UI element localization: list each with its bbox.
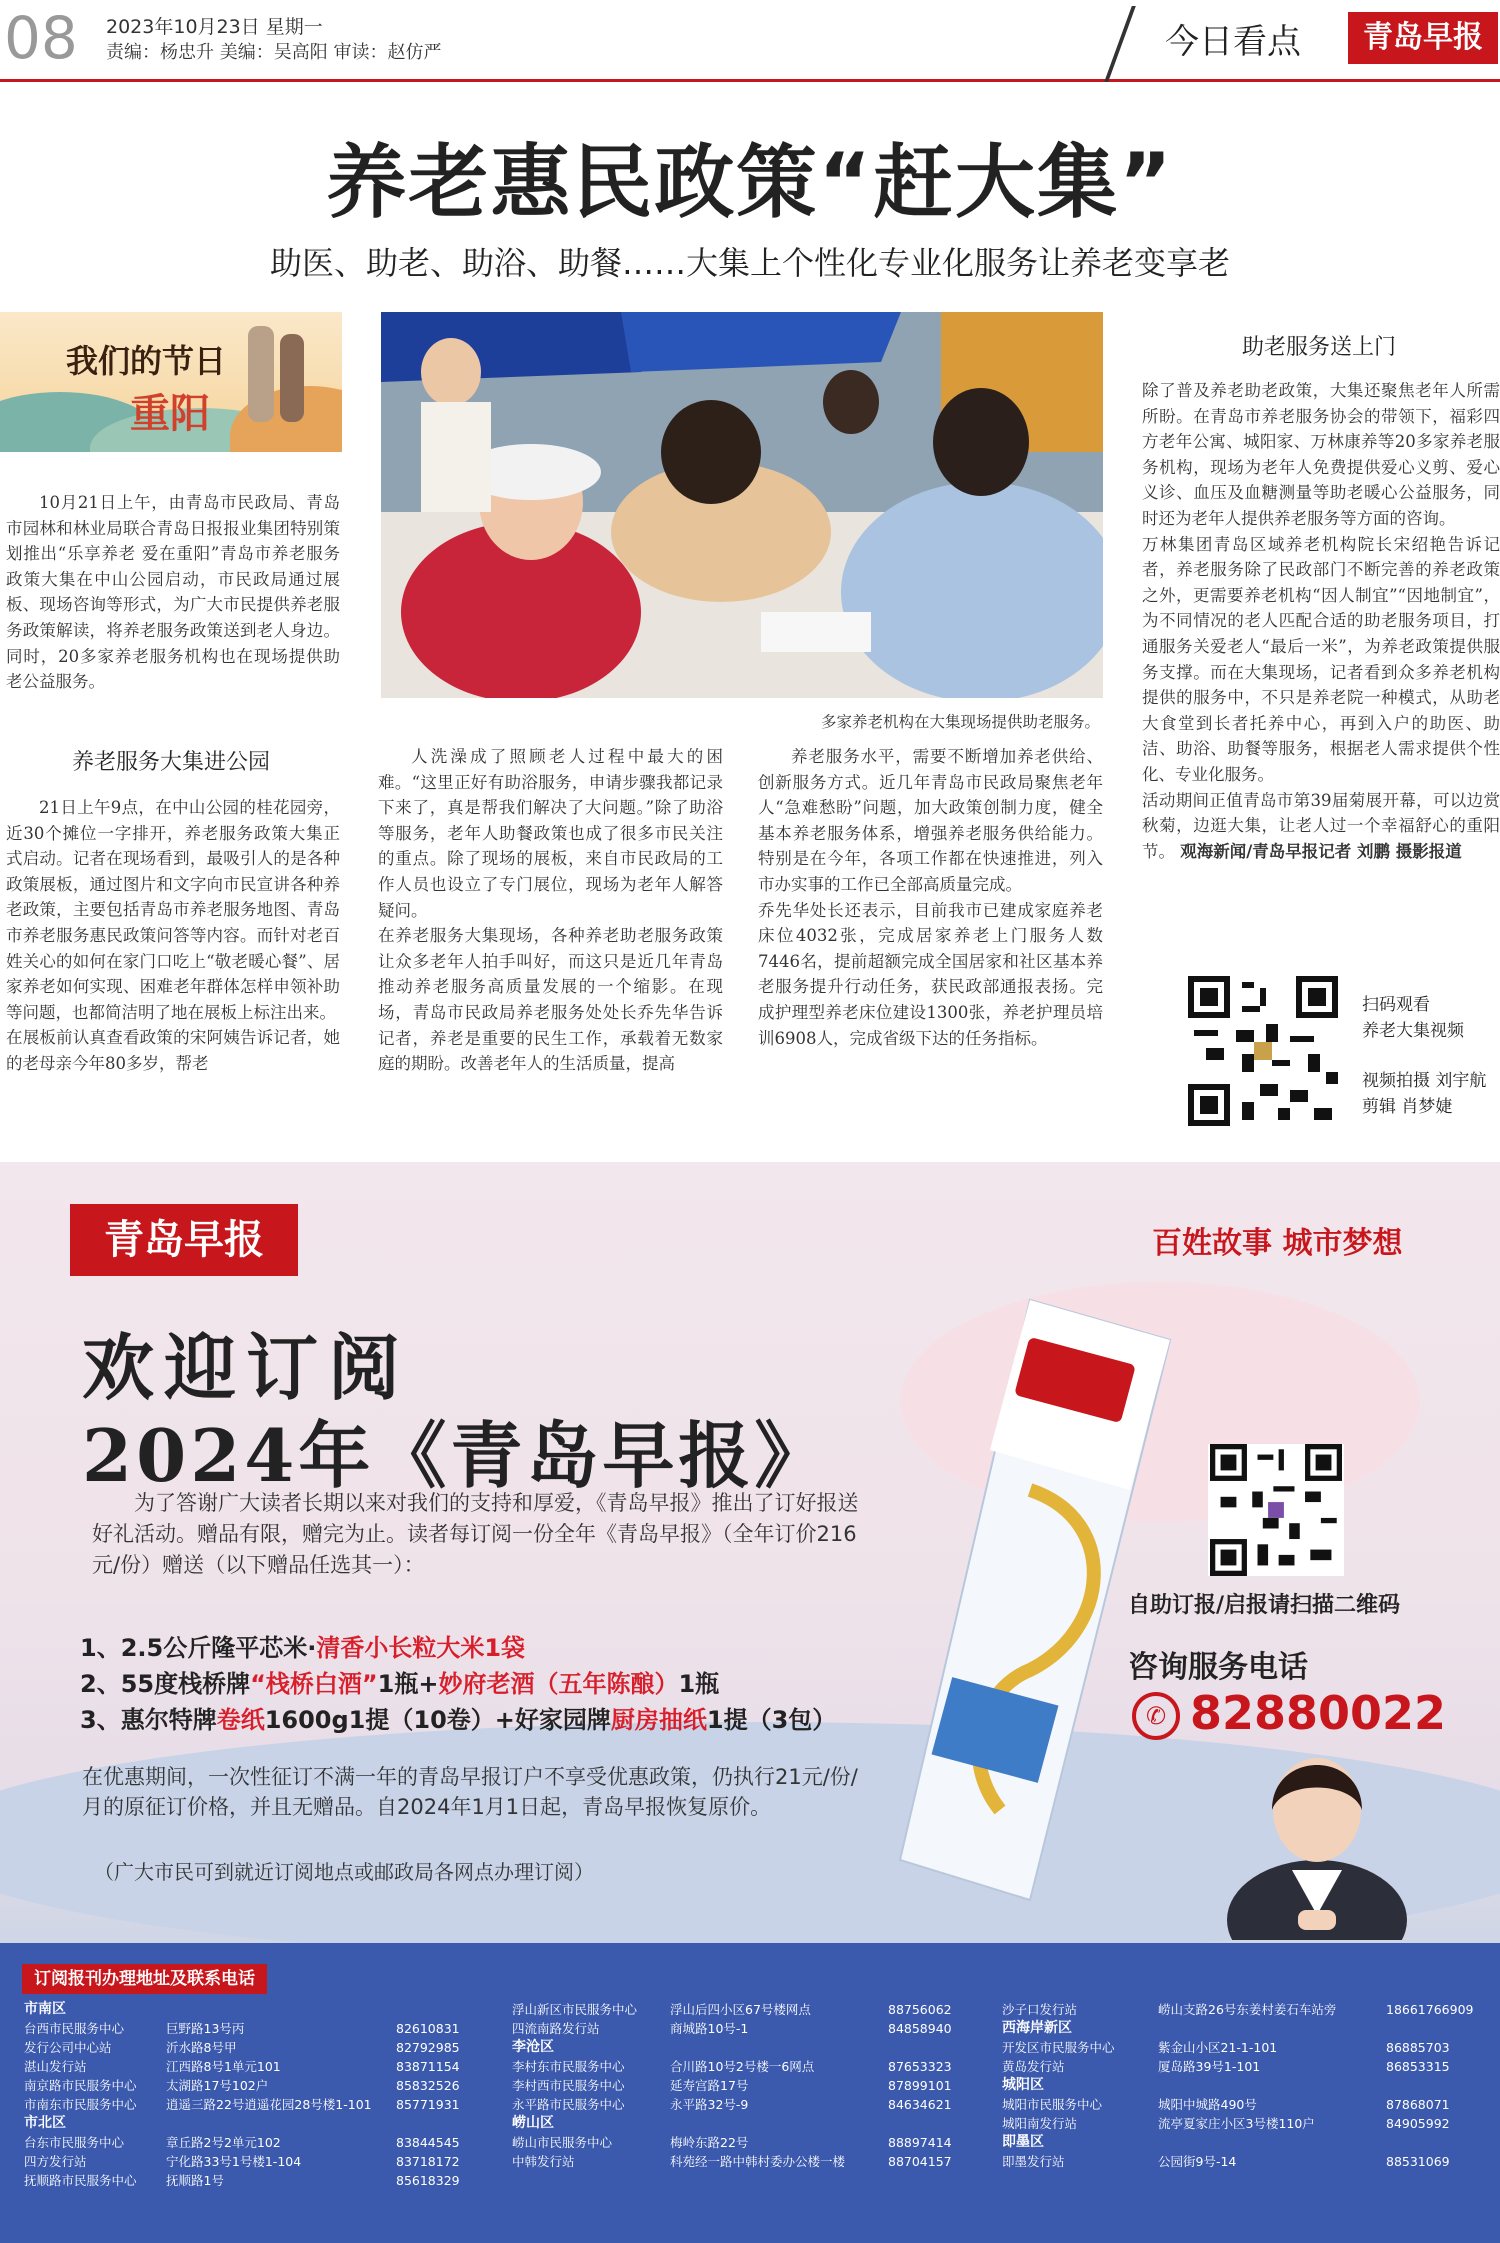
qr-caption xyxy=(1362,992,1464,1044)
directory-entry: 开发区市民服务中心 xyxy=(1002,2040,1115,2055)
directory-entry: 抚顺路1号 xyxy=(166,2173,224,2188)
article-column: 人洗澡成了照顾老人过程中最大的困难。“这里正好有助浴服务，申请步骤我都记录下来了，真是帮我们解决了大问题。”除了助浴等服务，老年人助餐政策也成了很多市民关注的重点。除了现场的展板，来自市民政局的工作人员也设立了专门展位，现场为老年人解答疑问。 在养老服务大集现场，各种养老助老服务政策让众多老年人拍手叫好，而这只是近几年青岛推动养老服务高质量发展的一个缩影。在现场，青岛市民政局养老服务处处长乔先华告诉记者，养老是重要的民生工作，承载着无数家庭的期盼。改善老年人的生活质量，提高 xyxy=(378,747,723,1074)
gift-highlight: “栈桥白酒” xyxy=(250,1670,378,1698)
directory-entry: 李村东市民服务中心 xyxy=(512,2059,625,2074)
directory-entry: 87868071 xyxy=(1386,2097,1450,2112)
directory-entry: 85771931 xyxy=(396,2097,460,2112)
gift-item xyxy=(80,1702,960,1738)
directory-entry: 湛山发行站 xyxy=(24,2059,87,2074)
gift-item xyxy=(80,1630,960,1666)
subheadline: 助医、助老、助浴、助餐……大集上个性化专业化服务让养老变享老 xyxy=(269,244,1230,282)
directory-entry: 84905992 xyxy=(1386,2116,1450,2131)
directory-entry: 88897414 xyxy=(888,2135,952,2150)
district-heading: 西海岸新区 xyxy=(1002,2020,1072,2036)
gift-text: 3、惠尔特牌 xyxy=(80,1706,217,1734)
directory-entry: 浮山新区市民服务中心 xyxy=(512,2002,638,2017)
district-heading: 市北区 xyxy=(24,2115,66,2131)
article-text: 除了普及养老助老政策，大集还聚焦老年人所需所盼。在青岛市养老服务协会的带领下，福彩四方老年公寓、城阳家、万林康养等20多家养老服务机构，现场为老年人免费提供爱心义剪、爱心义诊、血压及血糖测量等助老暖心公益服务，同时还为老年人提供养老服务等方面的咨询。 万林集团青岛区域养老机构院长宋绍艳告诉记者，养老服务除了民政部门不断完善的养老政策之外，更需要养老机构“因人制宜”“因地制宜”，为不同情况的老人匹配合适的助老服务项目，打通服务关爱老人“最后一米”，为养老政策提供服务支撑。而在大集现场，记者看到众多养老机构提供的服务中，不只是养老院一种模式，从助老大食堂到长者托养中心，再到入户的助医、助洁、助浴、助餐等服务，根据老人需求提供个性化、专业化服务。 活动期间正值青岛市第39届菊展开幕，可以边赏秋菊，边逛大集，让老人过一个幸福舒心的重阳节。 xyxy=(1142,381,1500,861)
directory-entry: 86885703 xyxy=(1386,2040,1450,2055)
directory-entry: 科苑经一路中韩村委办公楼一楼 xyxy=(670,2154,846,2169)
ad-note: 在优惠期间，一次性征订不满一年的青岛早报订户不享受优惠政策，仍执行21元/份/月的原征订价格，并且无赠品。自2024年1月1日起，青岛早报恢复原价。 xyxy=(82,1765,858,1819)
directory-entry: 崂山支路26号东姜村姜石车站旁 xyxy=(1158,2002,1337,2017)
directory-column xyxy=(888,2000,952,2171)
directory-entry: 沂水路8号甲 xyxy=(166,2040,237,2055)
directory-entry xyxy=(396,2114,460,2133)
hotline-label: 咨询服务电话 xyxy=(1128,1650,1308,1685)
district-heading: 李沧区 xyxy=(512,2039,554,2055)
article-column: 养老服务水平，需要不断增加养老供给、创新服务方式。近几年青岛市民政局聚焦老年人“急难愁盼”问题，加大政策创制力度，健全基本养老服务体系，增强养老服务供给能力。特别是在今年，各项工作都在快速推进，列入市办实事的工作已全部高质量完成。 乔先华处长还表示，目前我市已建成家庭养老床位4032张，完成居家养老上门服务人数7446名，提前超额完成全国居家和社区基本养老服务提升行动任务，获民政部通报表扬。完成护理型养老床位建设1300张，养老护理员培训6908人，完成省级下达的任务指标。 xyxy=(758,747,1103,1048)
directory-entry: 黄岛发行站 xyxy=(1002,2059,1065,2074)
section-subtitle: 养老服务大集进公园 xyxy=(71,750,270,775)
ad-title: 欢迎订阅 xyxy=(82,1325,411,1410)
gift-text: 2、55度栈桥牌 xyxy=(80,1670,251,1698)
section-name: 今日看点 xyxy=(1165,22,1301,62)
directory-entry: 发行公司中心站 xyxy=(24,2040,112,2055)
directory-entry: 82610831 xyxy=(396,2021,460,2036)
gift-highlight: 卷纸 xyxy=(216,1706,265,1734)
directory-entry: 太湖路17号102户 xyxy=(166,2078,269,2093)
newspaper-logo: 青岛早报 xyxy=(1348,12,1498,64)
intro-paragraph: 10月21日上午，由青岛市民政局、青岛市园林和林业局联合青岛日报报业集团特别策划推出“乐享养老 爱在重阳”青岛市养老服务政策大集在中山公园启动，市民政局通过展板、现场咨询等形式，为广大市民提供养老服务政策解读，将养老服务政策送到老人身边。同时，20多家养老服务机构也在现场提供助老公益服务。 xyxy=(6,493,340,692)
directory-entry: 逍遥三路22号逍遥花园28号楼1-101 xyxy=(166,2097,372,2112)
festival-banner xyxy=(0,312,342,452)
video-credits xyxy=(1362,1068,1486,1120)
byline: 观海新闻/青岛早报记者 刘鹏 摄影报道 xyxy=(1180,841,1462,861)
directory-entry: 梅岭东路22号 xyxy=(670,2135,749,2150)
directory-column xyxy=(396,2000,460,2190)
directory-entry xyxy=(1386,2076,1473,2095)
directory-entry xyxy=(670,2114,845,2133)
gift-item xyxy=(80,1666,960,1702)
district-heading: 即墨区 xyxy=(1002,2134,1044,2150)
directory-entry: 永平路市民服务中心 xyxy=(512,2097,625,2112)
directory-entry xyxy=(888,2038,952,2057)
gift-text: 1瓶 xyxy=(678,1670,720,1698)
subscribe-qr-code[interactable] xyxy=(1208,1444,1344,1576)
directory-column xyxy=(24,2000,137,2190)
gift-list xyxy=(80,1630,960,1738)
page-number: 08 xyxy=(4,4,78,72)
ad-intro: 为了答谢广大读者长期以来对我们的支持和厚爱，《青岛早报》推出了订好报送好礼活动。赠品有限，赠完为止。读者每订阅一份全年《青岛早报》（全年订价216元/份）赠送（以下赠品任选其一）： xyxy=(92,1491,859,1577)
qr-instruction: 自助订报/启报请扫描二维码 xyxy=(1128,1593,1401,1618)
ad-logo: 青岛早报 xyxy=(70,1204,298,1276)
directory-entry: 四方发行站 xyxy=(24,2154,87,2169)
directory-entry: 延寿宫路17号 xyxy=(670,2078,749,2093)
ad-note-secondary: （广大市民可到就近订阅地点或邮政局各网点办理订阅） xyxy=(94,1860,594,1884)
directory-entry: 85832526 xyxy=(396,2078,460,2093)
directory-entry: 83718172 xyxy=(396,2154,460,2169)
elder-figure xyxy=(280,334,304,422)
directory-entry: 李村西市民服务中心 xyxy=(512,2078,625,2093)
directory-entry: 巨野路13号丙 xyxy=(166,2021,245,2036)
gift-highlight: 厨房抽纸 xyxy=(610,1706,707,1734)
ad-title: 2024年《青岛早报》 xyxy=(82,1413,831,1498)
directory-entry xyxy=(1386,2019,1473,2038)
directory-entry: 83844545 xyxy=(396,2135,460,2150)
qr-caption-line: 扫码观看 xyxy=(1362,995,1430,1015)
directory-entry: 永平路32号-9 xyxy=(670,2097,749,2112)
photo-caption: 多家养老机构在大集现场提供助老服务。 xyxy=(820,713,1100,731)
directory-entry xyxy=(888,2114,952,2133)
directory-entry: 合川路10号2号楼一6网点 xyxy=(670,2059,815,2074)
directory-entry: 87899101 xyxy=(888,2078,952,2093)
directory-entry: 厦岛路39号1-101 xyxy=(1158,2059,1261,2074)
festival-name: 重阳 xyxy=(130,390,210,437)
directory-entry: 江西路8号1单元101 xyxy=(166,2059,281,2074)
editors-line: 责编：杨忠升 美编：吴高阳 审读：赵仿严 xyxy=(106,42,442,63)
directory-entry: 紫金山小区21-1-101 xyxy=(1158,2040,1278,2055)
article-column xyxy=(1142,378,1500,864)
directory-entry xyxy=(1386,2133,1473,2152)
directory-entry: 82792985 xyxy=(396,2040,460,2055)
directory-entry: 83871154 xyxy=(396,2059,460,2074)
directory-entry: 沙子口发行站 xyxy=(1002,2002,1078,2017)
headline: 养老惠民政策“赶大集” xyxy=(326,136,1174,229)
directory-entry: 88704157 xyxy=(888,2154,952,2169)
qr-caption-line: 养老大集视频 xyxy=(1362,1021,1464,1041)
directory-entry: 88531069 xyxy=(1386,2154,1450,2169)
directory-entry: 86853315 xyxy=(1386,2059,1450,2074)
directory-entry: 流亭夏家庄小区3号楼110户 xyxy=(1158,2116,1315,2131)
directory-entry: 南京路市民服务中心 xyxy=(24,2078,137,2093)
directory-column xyxy=(512,2000,637,2171)
district-heading: 市南区 xyxy=(24,2001,66,2017)
section-subtitle: 助老服务送上门 xyxy=(1241,335,1396,360)
directory-column xyxy=(1386,2000,1473,2171)
directory-entry: 85618329 xyxy=(396,2173,460,2188)
hotline-number[interactable]: 82880022 xyxy=(1190,1686,1447,1740)
article-column: 21日上午9点，在中山公园的桂花园旁，近30个摊位一字排开，养老服务政策大集正式启动。记者在现场看到，最吸引人的是各种政策展板，通过图片和文字向市民宣讲各种养老政策，主要包括青岛市养老服务地图、青岛市养老服务惠民政策问答等内容。而针对老百姓关心的如何在家门口吃上“敬老暖心餐”、居家养老如何实现、困难老年群体怎样申领补助等问题，也都简洁明了地在展板上标注出来。 在展板前认真查看政策的宋阿姨告诉记者，她的老母亲今年80多岁，帮老 xyxy=(6,798,340,1073)
directory-entry: 87653323 xyxy=(888,2059,952,2074)
directory-entry: 抚顺路市民服务中心 xyxy=(24,2173,137,2188)
elder-figure xyxy=(248,326,274,422)
gift-text: 1瓶+ xyxy=(377,1670,439,1698)
gift-text: 1600g1提（10卷）+好家园牌 xyxy=(264,1706,611,1734)
video-credit: 剪辑 肖梦婕 xyxy=(1362,1097,1453,1117)
directory-entry: 城阳南发行站 xyxy=(1002,2116,1078,2131)
directory-entry xyxy=(1158,2076,1336,2095)
directory-entry xyxy=(396,2000,460,2019)
video-qr-code[interactable] xyxy=(1188,976,1338,1126)
directory-column xyxy=(670,2000,845,2171)
gift-text: 1、2.5公斤隆平芯米· xyxy=(80,1634,317,1662)
directory-entry xyxy=(166,2000,372,2019)
directory-entry: 即墨发行站 xyxy=(1002,2154,1065,2169)
directory-entry xyxy=(670,2038,845,2057)
directory-entry: 市南东市民服务中心 xyxy=(24,2097,137,2112)
directory-entry: 公园街9号-14 xyxy=(1158,2154,1237,2169)
gift-text: 1提（3包） xyxy=(706,1706,837,1734)
directory-entry: 四流南路发行站 xyxy=(512,2021,600,2036)
gift-highlight: 妙府老酒（五年陈酿） xyxy=(438,1670,679,1698)
directory-entry: 宁化路33号1号楼1-104 xyxy=(166,2154,302,2169)
directory-entry xyxy=(166,2114,372,2133)
directory-entry: 84858940 xyxy=(888,2021,952,2036)
district-heading: 崂山区 xyxy=(512,2115,554,2131)
event-photo xyxy=(381,312,1103,698)
directory-entry: 章丘路2号2单元102 xyxy=(166,2135,281,2150)
directory-entry: 18661766909 xyxy=(1386,2002,1474,2017)
video-credit: 视频拍摄 刘宇航 xyxy=(1362,1071,1487,1091)
directory-column xyxy=(166,2000,372,2190)
ad-slogan: 百姓故事 城市梦想 xyxy=(1152,1226,1403,1261)
directory-entry: 崂山市民服务中心 xyxy=(512,2135,613,2150)
directory-entry xyxy=(1158,2133,1336,2152)
directory-entry: 台西市民服务中心 xyxy=(24,2021,125,2036)
directory-entry: 城阳中城路490号 xyxy=(1158,2097,1257,2112)
directory-entry: 城阳市民服务中心 xyxy=(1002,2097,1103,2112)
gift-highlight: 清香小长粒大米1袋 xyxy=(316,1634,526,1662)
date-line: 2023年10月23日 星期一 xyxy=(106,16,323,38)
event-photo-illustration xyxy=(381,312,1103,698)
directory-entry: 浮山后四小区67号楼网点 xyxy=(670,2002,811,2017)
directory-title: 订阅报刊办理地址及联系电话 xyxy=(22,1964,267,1994)
district-heading: 城阳区 xyxy=(1002,2077,1044,2093)
directory-column xyxy=(1158,2000,1336,2171)
phone-icon: ✆ xyxy=(1132,1692,1180,1740)
directory-entry: 中韩发行站 xyxy=(512,2154,575,2169)
directory-entry: 88756062 xyxy=(888,2002,952,2017)
directory-entry: 商城路10号-1 xyxy=(670,2021,749,2036)
festival-title: 我们的节日 xyxy=(66,342,227,380)
directory-entry xyxy=(1158,2019,1336,2038)
customer-service-agent-illustration xyxy=(1222,1740,1412,1940)
directory-entry: 84634621 xyxy=(888,2097,952,2112)
directory-entry: 台东市民服务中心 xyxy=(24,2135,125,2150)
directory-column xyxy=(1002,2000,1115,2171)
